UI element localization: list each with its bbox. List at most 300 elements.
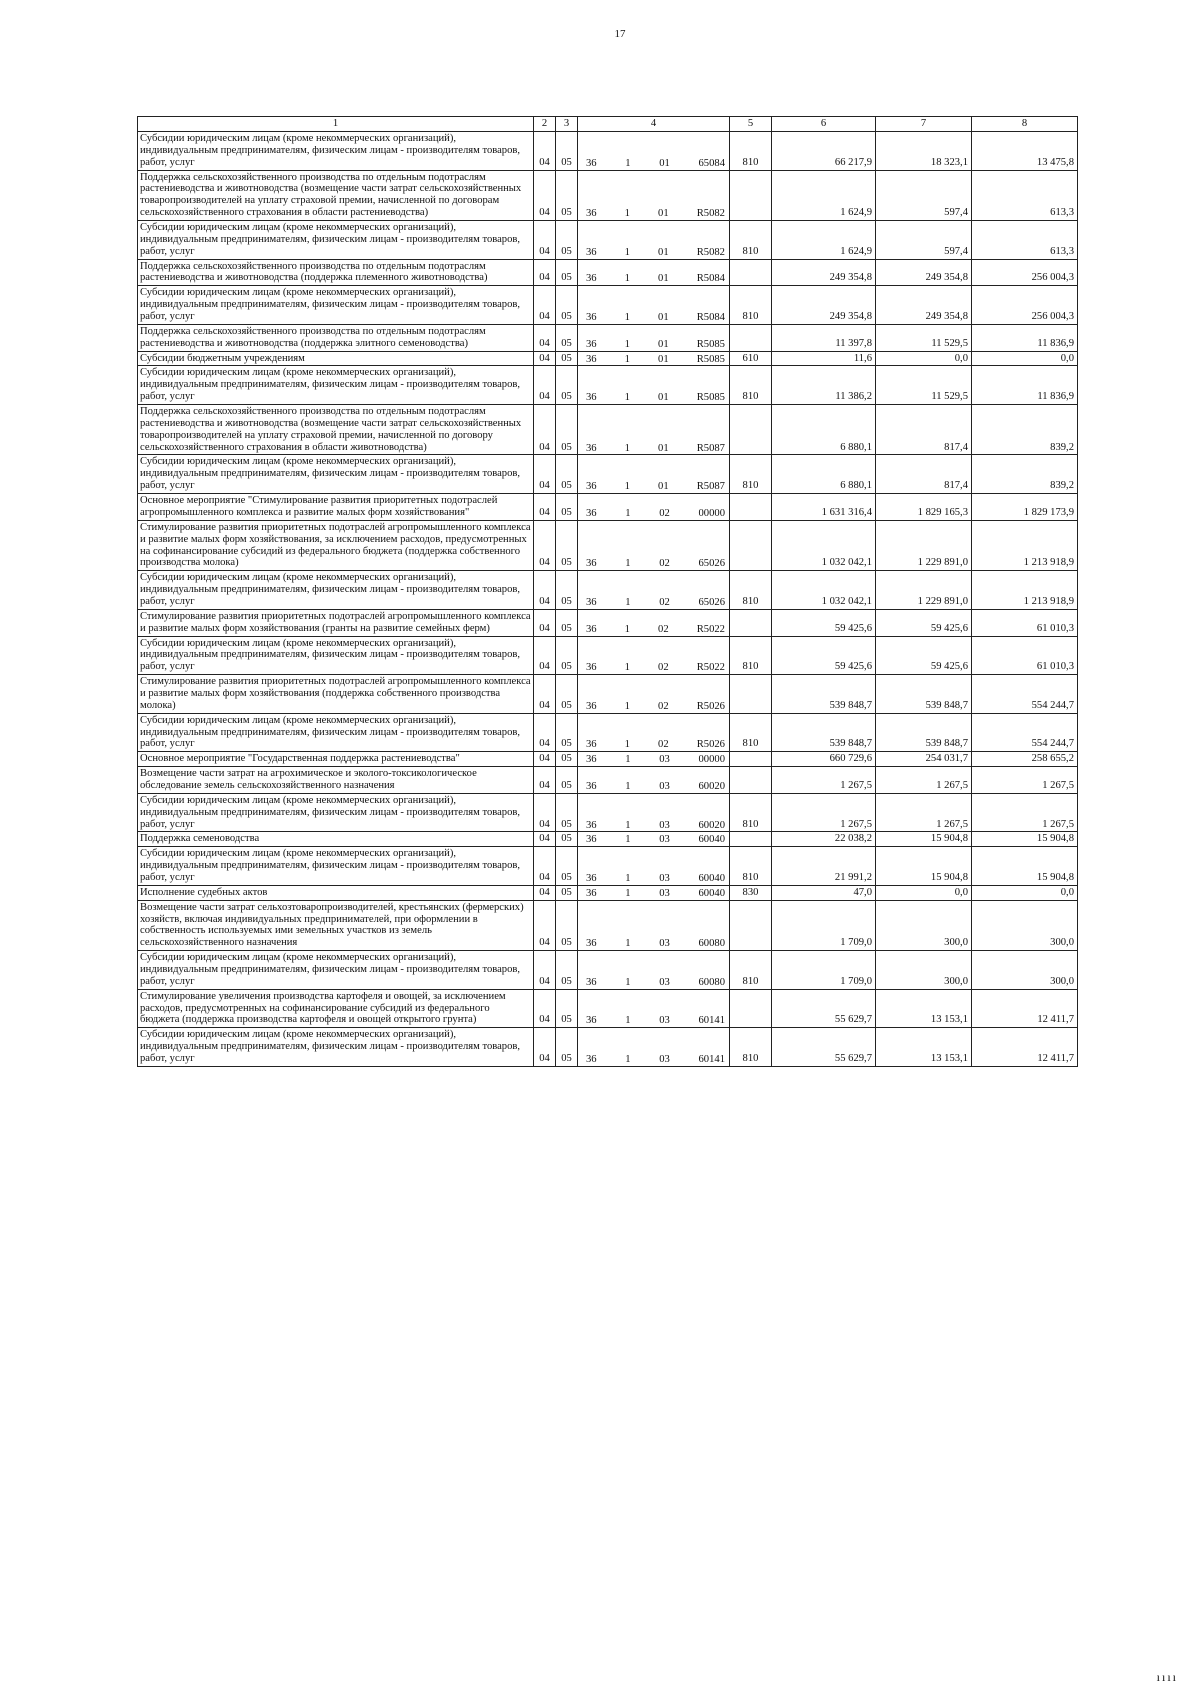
- amount-col-6: 249 354,8: [772, 259, 876, 286]
- article-part-p3: 01: [658, 208, 669, 220]
- article-part-p1: 36: [586, 819, 597, 831]
- amount-col-8: 554 244,7: [972, 675, 1078, 714]
- article-part-p2: 1: [625, 1054, 631, 1066]
- article-part-p4: R5022: [696, 662, 725, 674]
- amount-col-8: 1 267,5: [972, 767, 1078, 794]
- amount-col-6: 1 709,0: [772, 900, 876, 950]
- expense-type-code: 810: [730, 286, 772, 325]
- amount-col-8: 61 010,3: [972, 636, 1078, 675]
- target-article-parts: [578, 392, 729, 404]
- target-article-code: [578, 1028, 730, 1067]
- expense-type-code: [730, 405, 772, 455]
- budget-table: [137, 116, 1078, 1067]
- article-part-p2: 1: [625, 834, 631, 846]
- row-name: Основное мероприятие "Государственная поддержка растениеводства": [138, 752, 534, 767]
- subsection-code: 05: [556, 494, 578, 521]
- target-article-parts: [578, 339, 729, 351]
- article-part-p2: 1: [624, 392, 630, 404]
- table-row: [138, 989, 1078, 1028]
- table-row: [138, 259, 1078, 286]
- amount-col-8: 15 904,8: [972, 832, 1078, 847]
- target-article-parts: [578, 624, 729, 636]
- amount-col-7: 59 425,6: [876, 609, 972, 636]
- target-article-code: [578, 713, 730, 752]
- section-code: 04: [534, 170, 556, 220]
- amount-col-7: 254 031,7: [876, 752, 972, 767]
- row-name: Исполнение судебных актов: [138, 885, 534, 900]
- subsection-code: 05: [556, 1028, 578, 1067]
- expense-type-code: [730, 170, 772, 220]
- article-part-p1: 36: [586, 623, 597, 635]
- header-col-6: 6: [772, 117, 876, 132]
- amount-col-6: 1 267,5: [772, 793, 876, 832]
- amount-col-6: 1 709,0: [772, 951, 876, 990]
- expense-type-code: [730, 900, 772, 950]
- table-row: [138, 713, 1078, 752]
- row-name: Субсидии юридическим лицам (кроме некоммерческих организаций), индивидуальным предпринимателям, физическим лицам - производителям товаров, работ, услуг: [138, 951, 534, 990]
- row-name: Поддержка сельскохозяйственного производства по отдельным подотраслям растениеводства и животноводства (поддержка племенного животноводства): [138, 259, 534, 286]
- target-article-code: [578, 636, 730, 675]
- subsection-code: 05: [556, 351, 578, 366]
- section-code: 04: [534, 847, 556, 886]
- expense-type-code: [730, 675, 772, 714]
- subsection-code: 05: [556, 951, 578, 990]
- article-part-p1: 36: [586, 872, 597, 884]
- amount-col-6: 539 848,7: [772, 675, 876, 714]
- amount-col-8: 0,0: [972, 885, 1078, 900]
- subsection-code: 05: [556, 752, 578, 767]
- article-part-p4: 60141: [698, 1015, 725, 1027]
- article-part-p3: 02: [659, 507, 670, 519]
- amount-col-6: 11,6: [772, 351, 876, 366]
- section-code: 04: [534, 609, 556, 636]
- row-name: Субсидии юридическим лицам (кроме некоммерческих организаций), индивидуальным предпринимателям, физическим лицам - производителям товаров, работ, услуг: [138, 286, 534, 325]
- row-name: Субсидии юридическим лицам (кроме некоммерческих организаций), индивидуальным предпринимателям, физическим лицам - производителям товаров, работ, услуг: [138, 1028, 534, 1067]
- subsection-code: 05: [556, 885, 578, 900]
- expense-type-code: 810: [730, 847, 772, 886]
- amount-col-6: 1 032 042,1: [772, 520, 876, 570]
- amount-col-8: 1 213 918,9: [972, 520, 1078, 570]
- expense-type-code: 810: [730, 571, 772, 610]
- article-part-p3: 01: [658, 246, 669, 258]
- article-part-p3: 03: [659, 819, 670, 831]
- amount-col-7: 1 267,5: [876, 793, 972, 832]
- article-part-p2: 1: [625, 887, 631, 899]
- target-article-code: [578, 259, 730, 286]
- article-part-p2: 1: [625, 507, 631, 519]
- target-article-code: [578, 520, 730, 570]
- table-row: [138, 494, 1078, 521]
- article-part-p2: 1: [624, 700, 630, 712]
- target-article-code: [578, 767, 730, 794]
- amount-col-8: 613,3: [972, 221, 1078, 260]
- amount-col-7: 0,0: [876, 885, 972, 900]
- amount-col-8: 13 475,8: [972, 132, 1078, 171]
- amount-col-8: 300,0: [972, 951, 1078, 990]
- amount-col-6: 11 386,2: [772, 366, 876, 405]
- article-part-p1: 36: [586, 754, 597, 766]
- subsection-code: 05: [556, 900, 578, 950]
- article-part-p3: 03: [659, 887, 670, 899]
- target-article-code: [578, 832, 730, 847]
- subsection-code: 05: [556, 609, 578, 636]
- table-row: [138, 767, 1078, 794]
- row-name: Возмещение части затрат сельхозтоваропроизводителей, крестьянских (фермерских) хозяйств, включая индивидуальных предпринимателей, при оформлении в собственность используемых ими земельных участков из земель сельскохозяйственного назначения: [138, 900, 534, 950]
- article-part-p1: 36: [586, 834, 597, 846]
- article-part-p1: 36: [586, 739, 597, 751]
- subsection-code: 05: [556, 259, 578, 286]
- row-name: Субсидии бюджетным учреждениям: [138, 351, 534, 366]
- amount-col-6: 1 267,5: [772, 767, 876, 794]
- amount-col-6: 1 032 042,1: [772, 571, 876, 610]
- amount-col-7: 15 904,8: [876, 847, 972, 886]
- article-part-p3: 03: [659, 976, 670, 988]
- article-part-p1: 36: [586, 1054, 597, 1066]
- expense-type-code: 810: [730, 636, 772, 675]
- target-article-parts: [578, 977, 729, 989]
- subsection-code: 05: [556, 636, 578, 675]
- target-article-code: [578, 132, 730, 171]
- amount-col-6: 55 629,7: [772, 989, 876, 1028]
- target-article-code: [578, 455, 730, 494]
- target-article-code: [578, 752, 730, 767]
- target-article-parts: [578, 597, 729, 609]
- article-part-p2: 1: [624, 208, 630, 220]
- article-part-p1: 36: [586, 1015, 597, 1027]
- subsection-code: 05: [556, 221, 578, 260]
- amount-col-8: 11 836,9: [972, 324, 1078, 351]
- amount-col-6: 6 880,1: [772, 405, 876, 455]
- expense-type-code: [730, 494, 772, 521]
- amount-col-8: 258 655,2: [972, 752, 1078, 767]
- expense-type-code: [730, 767, 772, 794]
- section-code: 04: [534, 752, 556, 767]
- amount-col-7: 539 848,7: [876, 713, 972, 752]
- expense-type-code: 810: [730, 221, 772, 260]
- amount-col-8: 839,2: [972, 405, 1078, 455]
- amount-col-8: 1 267,5: [972, 793, 1078, 832]
- page-number: 17: [614, 28, 626, 40]
- article-part-p2: 1: [625, 938, 631, 950]
- table-row: [138, 324, 1078, 351]
- table-body: [138, 132, 1078, 1067]
- row-name: Стимулирование развития приоритетных подотраслей агропромышленного комплекса и развитие малых форм хозяйствования (гранты на развитие семейных ферм): [138, 609, 534, 636]
- table-row: [138, 885, 1078, 900]
- subsection-code: 05: [556, 520, 578, 570]
- article-part-p4: R5022: [696, 623, 725, 635]
- table-row: [138, 221, 1078, 260]
- target-article-code: [578, 900, 730, 950]
- article-part-p2: 1: [624, 312, 630, 324]
- target-article-parts: [578, 273, 729, 285]
- section-code: 04: [534, 793, 556, 832]
- article-part-p3: 03: [659, 834, 670, 846]
- article-part-p2: 1: [625, 596, 631, 608]
- table-row: [138, 170, 1078, 220]
- subsection-code: 05: [556, 571, 578, 610]
- article-part-p1: 36: [586, 938, 597, 950]
- section-code: 04: [534, 520, 556, 570]
- table-row: [138, 793, 1078, 832]
- subsection-code: 05: [556, 793, 578, 832]
- target-article-code: [578, 286, 730, 325]
- amount-col-7: 1 829 165,3: [876, 494, 972, 521]
- target-article-code: [578, 675, 730, 714]
- row-name: Субсидии юридическим лицам (кроме некоммерческих организаций), индивидуальным предпринимателям, физическим лицам - производителям товаров, работ, услуг: [138, 571, 534, 610]
- article-part-p4: 60080: [698, 938, 725, 950]
- subsection-code: 05: [556, 675, 578, 714]
- article-part-p4: 60020: [698, 780, 725, 792]
- expense-type-code: [730, 259, 772, 286]
- table-row: [138, 351, 1078, 366]
- article-part-p3: 02: [658, 662, 669, 674]
- article-part-p4: 60141: [698, 1054, 725, 1066]
- row-name: Стимулирование развития приоритетных подотраслей агропромышленного комплекса и развитие малых форм хозяйствования, за исключением расходов, предусмотренных на софинансирование субсидий из федерального бюджета (поддержка собственного производства молока): [138, 520, 534, 570]
- section-code: 04: [534, 132, 556, 171]
- article-part-p1: 36: [586, 596, 597, 608]
- article-part-p4: 00000: [698, 507, 725, 519]
- article-part-p4: 00000: [698, 754, 725, 766]
- amount-col-8: 256 004,3: [972, 286, 1078, 325]
- article-part-p4: 65026: [698, 558, 725, 570]
- article-part-p4: R5085: [696, 353, 725, 365]
- target-article-code: [578, 170, 730, 220]
- section-code: 04: [534, 832, 556, 847]
- amount-col-7: 0,0: [876, 351, 972, 366]
- article-part-p1: 36: [586, 558, 597, 570]
- table-row: [138, 455, 1078, 494]
- target-article-code: [578, 221, 730, 260]
- subsection-code: 05: [556, 455, 578, 494]
- article-part-p3: 01: [658, 392, 669, 404]
- amount-col-7: 11 529,5: [876, 366, 972, 405]
- article-part-p4: R5084: [696, 273, 725, 285]
- section-code: 04: [534, 455, 556, 494]
- amount-col-8: 256 004,3: [972, 259, 1078, 286]
- article-part-p4: 65084: [698, 157, 725, 169]
- target-article-parts: [578, 558, 729, 570]
- amount-col-7: 597,4: [876, 170, 972, 220]
- row-name: Субсидии юридическим лицам (кроме некоммерческих организаций), индивидуальным предпринимателям, физическим лицам - производителям товаров, работ, услуг: [138, 847, 534, 886]
- target-article-parts: [578, 754, 729, 766]
- amount-col-7: 1 267,5: [876, 767, 972, 794]
- target-article-parts: [578, 354, 729, 366]
- article-part-p3: 03: [659, 1015, 670, 1027]
- amount-col-8: 554 244,7: [972, 713, 1078, 752]
- subsection-code: 05: [556, 324, 578, 351]
- amount-col-7: 18 323,1: [876, 132, 972, 171]
- subsection-code: 05: [556, 366, 578, 405]
- amount-col-6: 55 629,7: [772, 1028, 876, 1067]
- table-row: [138, 636, 1078, 675]
- amount-col-8: 61 010,3: [972, 609, 1078, 636]
- target-article-code: [578, 847, 730, 886]
- subsection-code: 05: [556, 132, 578, 171]
- amount-col-6: 66 217,9: [772, 132, 876, 171]
- amount-col-7: 539 848,7: [876, 675, 972, 714]
- amount-col-7: 817,4: [876, 455, 972, 494]
- scan-edge-marks: ıııı: [1156, 1670, 1178, 1684]
- amount-col-6: 22 038,2: [772, 832, 876, 847]
- section-code: 04: [534, 951, 556, 990]
- amount-col-6: 59 425,6: [772, 636, 876, 675]
- header-col-4: 4: [578, 117, 730, 132]
- amount-col-8: 613,3: [972, 170, 1078, 220]
- article-part-p2: 1: [624, 739, 630, 751]
- table-row: [138, 675, 1078, 714]
- article-part-p1: 36: [586, 353, 597, 365]
- header-col-5: 5: [730, 117, 772, 132]
- article-part-p4: 60040: [698, 887, 725, 899]
- target-article-parts: [578, 739, 729, 751]
- section-code: 04: [534, 366, 556, 405]
- subsection-code: 05: [556, 767, 578, 794]
- article-part-p2: 1: [624, 338, 630, 350]
- target-article-parts: [578, 781, 729, 793]
- amount-col-6: 1 631 316,4: [772, 494, 876, 521]
- section-code: 04: [534, 324, 556, 351]
- amount-col-7: 249 354,8: [876, 259, 972, 286]
- article-part-p4: R5087: [696, 442, 725, 454]
- amount-col-6: 660 729,6: [772, 752, 876, 767]
- expense-type-code: 810: [730, 951, 772, 990]
- article-part-p4: R5084: [696, 312, 725, 324]
- article-part-p2: 1: [624, 481, 630, 493]
- article-part-p2: 1: [625, 819, 631, 831]
- row-name: Поддержка сельскохозяйственного производства по отдельным подотраслям растениеводства и животноводства (возмещение части затрат сельскохозяйственных товаропроизводителей на уплату страховой премии, начисленной по договорам сельскохозяйственного страхования в области растениеводства): [138, 170, 534, 220]
- article-part-p3: 01: [658, 353, 669, 365]
- target-article-parts: [578, 312, 729, 324]
- article-part-p1: 36: [586, 780, 597, 792]
- target-article-parts: [578, 820, 729, 832]
- subsection-code: 05: [556, 286, 578, 325]
- article-part-p2: 1: [625, 872, 631, 884]
- target-article-code: [578, 885, 730, 900]
- amount-col-7: 15 904,8: [876, 832, 972, 847]
- table-row: [138, 900, 1078, 950]
- article-part-p2: 1: [625, 157, 631, 169]
- article-part-p1: 36: [586, 157, 597, 169]
- table-row: [138, 405, 1078, 455]
- table-row: [138, 132, 1078, 171]
- article-part-p2: 1: [625, 558, 631, 570]
- header-col-7: 7: [876, 117, 972, 132]
- article-part-p3: 02: [659, 596, 670, 608]
- expense-type-code: 810: [730, 455, 772, 494]
- article-part-p1: 36: [586, 338, 597, 350]
- expense-type-code: [730, 520, 772, 570]
- table-row: [138, 366, 1078, 405]
- row-name: Субсидии юридическим лицам (кроме некоммерческих организаций), индивидуальным предпринимателям, физическим лицам - производителям товаров, работ, услуг: [138, 455, 534, 494]
- target-article-parts: [578, 1054, 729, 1066]
- article-part-p1: 36: [586, 976, 597, 988]
- expense-type-code: 810: [730, 793, 772, 832]
- article-part-p3: 02: [659, 558, 670, 570]
- article-part-p4: R5085: [696, 338, 725, 350]
- article-part-p4: R5026: [696, 739, 725, 751]
- section-code: 04: [534, 405, 556, 455]
- amount-col-7: 13 153,1: [876, 1028, 972, 1067]
- section-code: 04: [534, 259, 556, 286]
- row-name: Поддержка сельскохозяйственного производства по отдельным подотраслям растениеводства и животноводства (возмещение части затрат сельскохозяйственных товаропроизводителей на уплату страховой премии, начисленной по договору сельскохозяйственного страхования в области животноводства): [138, 405, 534, 455]
- target-article-parts: [578, 158, 729, 170]
- target-article-code: [578, 366, 730, 405]
- expense-type-code: 810: [730, 366, 772, 405]
- article-part-p3: 01: [658, 338, 669, 350]
- section-code: 04: [534, 1028, 556, 1067]
- amount-col-6: 47,0: [772, 885, 876, 900]
- amount-col-6: 21 991,2: [772, 847, 876, 886]
- subsection-code: 05: [556, 713, 578, 752]
- article-part-p3: 01: [658, 481, 669, 493]
- article-part-p2: 1: [625, 976, 631, 988]
- amount-col-8: 839,2: [972, 455, 1078, 494]
- article-part-p3: 02: [658, 739, 669, 751]
- article-part-p3: 03: [659, 1054, 670, 1066]
- subsection-code: 05: [556, 989, 578, 1028]
- header-row: [138, 117, 1078, 132]
- target-article-parts: [578, 1015, 729, 1027]
- budget-table-container: [137, 116, 1077, 1067]
- amount-col-6: 249 354,8: [772, 286, 876, 325]
- expense-type-code: [730, 752, 772, 767]
- section-code: 04: [534, 286, 556, 325]
- target-article-parts: [578, 208, 729, 220]
- target-article-code: [578, 405, 730, 455]
- section-code: 04: [534, 767, 556, 794]
- header-col-3: 3: [556, 117, 578, 132]
- target-article-code: [578, 951, 730, 990]
- row-name: Субсидии юридическим лицам (кроме некоммерческих организаций), индивидуальным предпринимателям, физическим лицам - производителям товаров, работ, услуг: [138, 366, 534, 405]
- article-part-p4: R5085: [696, 392, 725, 404]
- amount-col-7: 13 153,1: [876, 989, 972, 1028]
- article-part-p1: 36: [586, 312, 597, 324]
- row-name: Поддержка семеноводства: [138, 832, 534, 847]
- article-part-p3: 02: [658, 623, 669, 635]
- section-code: 04: [534, 221, 556, 260]
- table-row: [138, 832, 1078, 847]
- table-row: [138, 847, 1078, 886]
- amount-col-6: 59 425,6: [772, 609, 876, 636]
- table-row: [138, 951, 1078, 990]
- article-part-p4: 60040: [698, 834, 725, 846]
- article-part-p4: R5082: [696, 246, 725, 258]
- article-part-p4: R5082: [696, 208, 725, 220]
- target-article-code: [578, 609, 730, 636]
- amount-col-7: 11 529,5: [876, 324, 972, 351]
- article-part-p3: 03: [659, 938, 670, 950]
- target-article-parts: [578, 701, 729, 713]
- expense-type-code: [730, 324, 772, 351]
- section-code: 04: [534, 713, 556, 752]
- article-part-p1: 36: [586, 273, 597, 285]
- expense-type-code: 810: [730, 1028, 772, 1067]
- article-part-p1: 36: [586, 662, 597, 674]
- row-name: Стимулирование увеличения производства картофеля и овощей, за исключением расходов, предусмотренных на софинансирование субсидий из федерального бюджета (поддержка производства картофеля и овощей открытого грунта): [138, 989, 534, 1028]
- subsection-code: 05: [556, 847, 578, 886]
- row-name: Субсидии юридическим лицам (кроме некоммерческих организаций), индивидуальным предпринимателям, физическим лицам - производителям товаров, работ, услуг: [138, 793, 534, 832]
- amount-col-7: 817,4: [876, 405, 972, 455]
- article-part-p2: 1: [625, 754, 631, 766]
- article-part-p2: 1: [624, 273, 630, 285]
- expense-type-code: 810: [730, 132, 772, 171]
- amount-col-7: 1 229 891,0: [876, 571, 972, 610]
- article-part-p3: 01: [658, 442, 669, 454]
- amount-col-6: 1 624,9: [772, 221, 876, 260]
- expense-type-code: [730, 609, 772, 636]
- article-part-p4: R5026: [696, 700, 725, 712]
- amount-col-7: 597,4: [876, 221, 972, 260]
